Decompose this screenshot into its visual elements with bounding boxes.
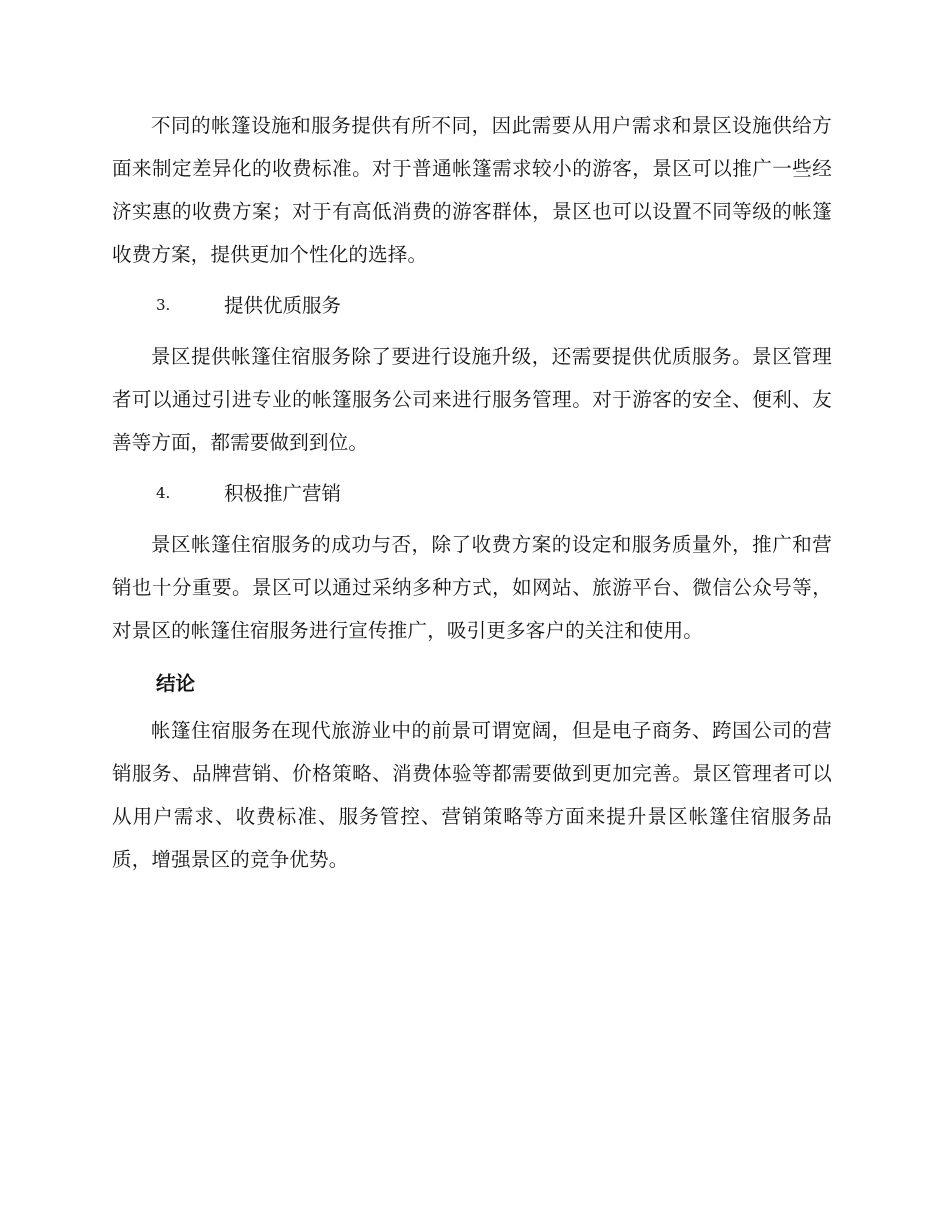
paragraph-conclusion: 帐篷住宿服务在现代旅游业中的前景可谓宽阔，但是电子商务、跨国公司的营销服务、品牌营销、价格策略、消费体验等都需要做到更加完善。景区管理者可以从用户需求、收费标准、服务管控、营销策略等方面来提升景区帐篷住宿服务品质，增强景区的竞争优势。 — [112, 719, 832, 871]
document-page — [112, 104, 832, 881]
section-title-conclusion: 结论 — [156, 672, 196, 695]
paragraph-quality-service: 景区提供帐篷住宿服务除了要进行设施升级，还需要提供优质服务。景区管理者可以通过引进专业的帐篷服务公司来进行服务管理。对于游客的安全、便利、友善等方面，都需要做到到位。 — [112, 345, 832, 454]
item-title: 积极推广营销 — [224, 482, 342, 505]
item-heading-marketing — [112, 472, 832, 515]
paragraph-marketing: 景区帐篷住宿服务的成功与否，除了收费方案的设定和服务质量外，推广和营销也十分重要。景区可以通过采纳多种方式，如网站、旅游平台、微信公众号等，对景区的帐篷住宿服务进行宣传推广，吸引更多客户的关注和使用。 — [112, 533, 832, 642]
item-number: 4. — [156, 484, 171, 502]
item-heading-quality-service — [112, 284, 832, 327]
item-number: 3. — [156, 296, 171, 314]
item-title: 提供优质服务 — [224, 294, 342, 317]
paragraph-fee-differentiation: 不同的帐篷设施和服务提供有所不同，因此需要从用户需求和景区设施供给方面来制定差异化的收费标准。对于普通帐篷需求较小的游客，景区可以推广一些经济实惠的收费方案；对于有高低消费的游客群体，景区也可以设置不同等级的帐篷收费方案，提供更加个性化的选择。 — [112, 114, 832, 266]
